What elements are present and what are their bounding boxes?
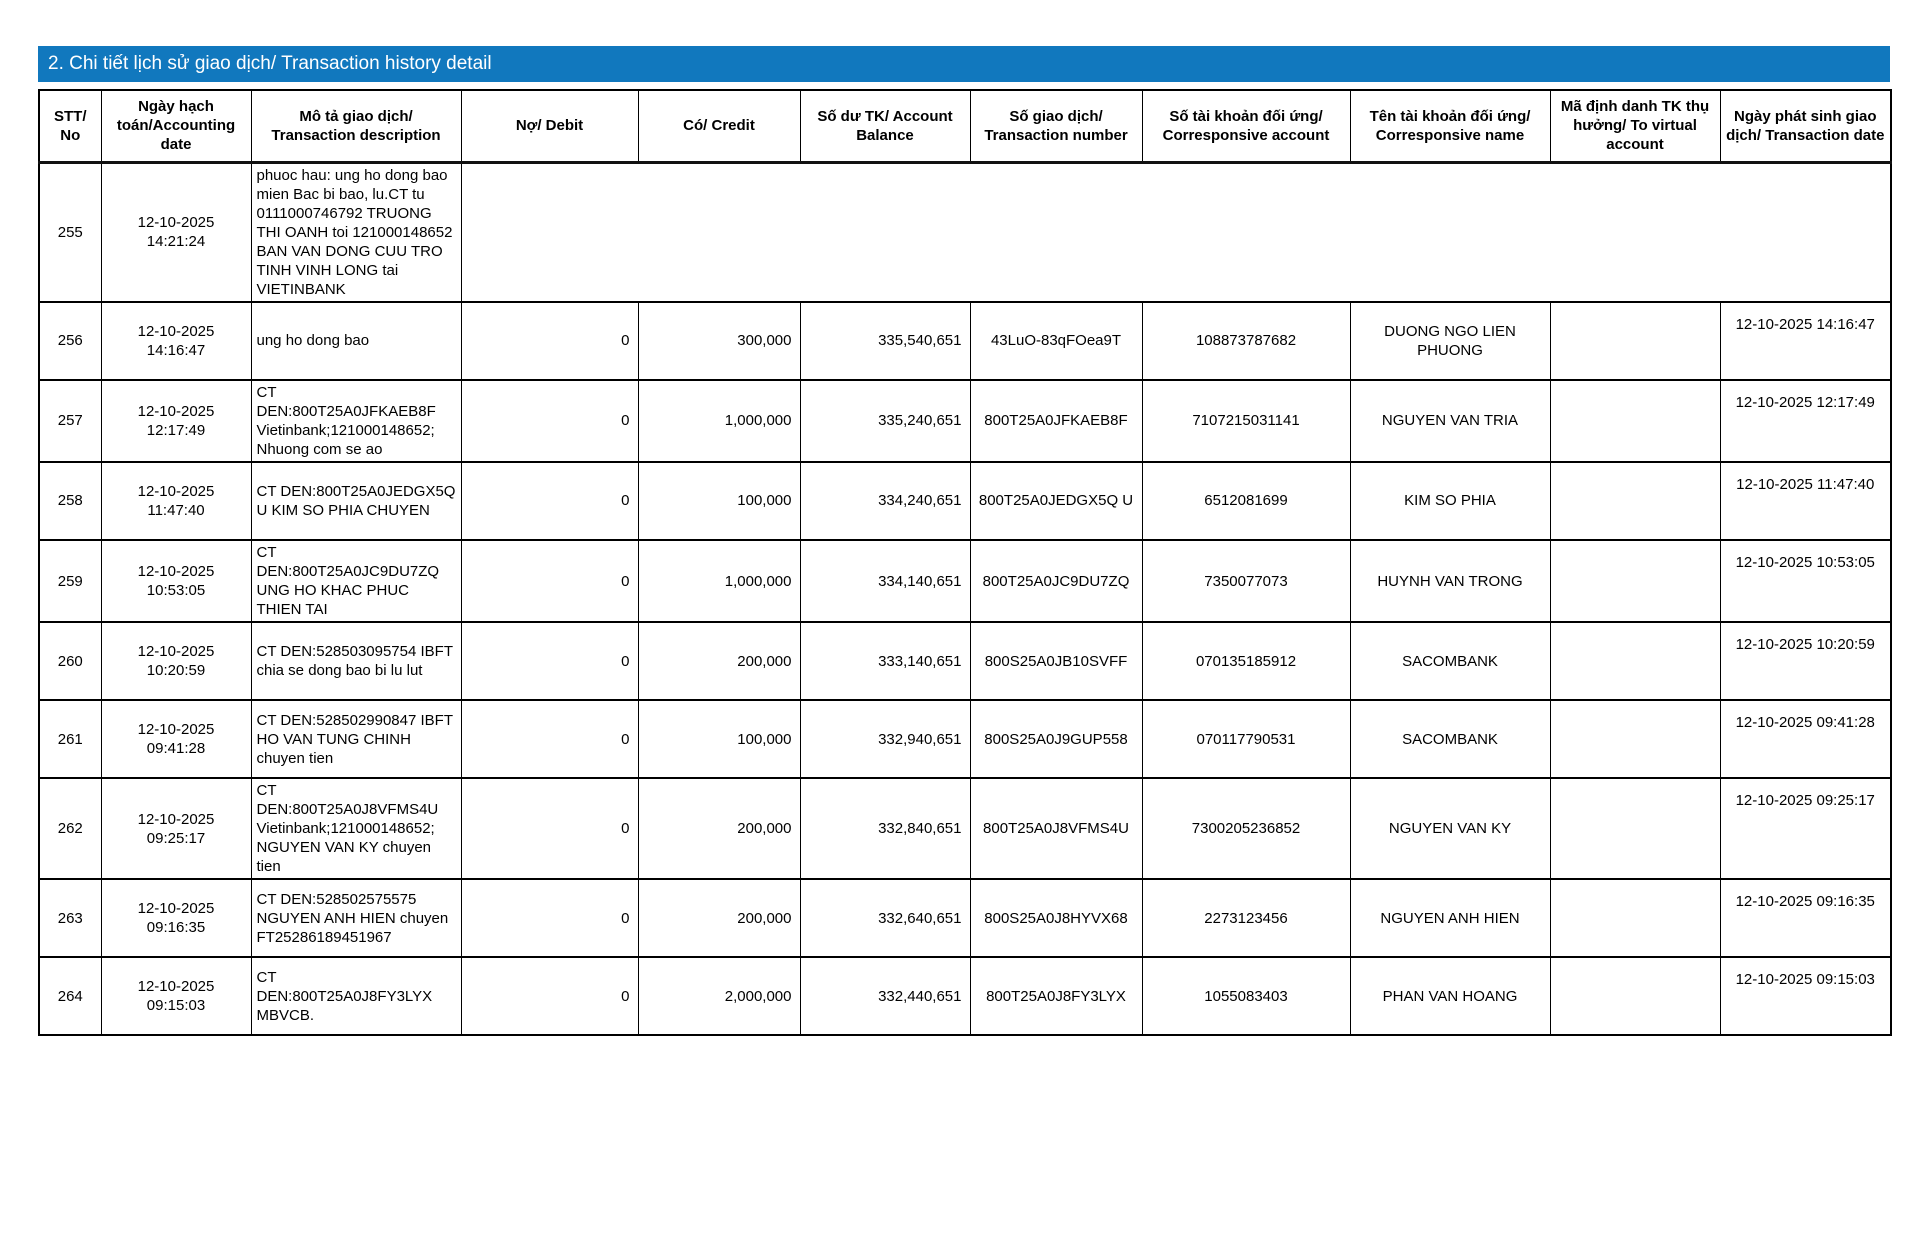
cell-balance: 333,140,651 [800,622,970,700]
cell-transaction-date: 12-10-2025 10:53:05 [1720,540,1891,622]
cell-description: CT DEN:800T25A0JFKAEB8F Vietinbank;121000148652; Nhuong com se ao [251,380,461,462]
cell-debit: 0 [461,462,638,540]
cell-balance: 334,140,651 [800,540,970,622]
cell-accounting-date: 12-10-2025 14:21:24 [101,162,251,302]
cell-balance: 334,240,651 [800,462,970,540]
cell-transaction-number: 800S25A0J8HYVX68 [970,879,1142,957]
cell-description: phuoc hau: ung ho dong bao mien Bac bi bao, lu.CT tu 0111000746792 TRUONG THI OANH toi 121000148652 BAN VAN DONG CUU TRO TINH VINH LONG tai VIETINBANK [251,162,461,302]
cell-virtual-account [1550,700,1720,778]
cell-transaction-number: 800T25A0J8FY3LYX [970,957,1142,1035]
cell-credit: 1,000,000 [638,380,800,462]
cell-transaction-date: 12-10-2025 10:20:59 [1720,622,1891,700]
cell-description: CT DEN:528502990847 IBFT HO VAN TUNG CHINH chuyen tien [251,700,461,778]
cell-description: CT DEN:800T25A0JEDGX5Q U KIM SO PHIA CHUYEN [251,462,461,540]
cell-corresponsive-account: 7107215031141 [1142,380,1350,462]
table-row [39,700,1891,778]
header-row [39,90,1891,162]
cell-corresponsive-account: 2273123456 [1142,879,1350,957]
cell-balance: 332,440,651 [800,957,970,1035]
cell-corresponsive-account: 7300205236852 [1142,778,1350,879]
cell-no: 259 [39,540,101,622]
cell-transaction-date: 12-10-2025 14:16:47 [1720,302,1891,380]
cell-accounting-date: 12-10-2025 12:17:49 [101,380,251,462]
table-row [39,162,1891,302]
cell-credit: 200,000 [638,778,800,879]
column-header-credit: Có/ Credit [638,90,800,162]
cell-virtual-account [1550,622,1720,700]
cell-balance: 332,640,651 [800,879,970,957]
cell-accounting-date: 12-10-2025 09:25:17 [101,778,251,879]
cell-corresponsive-name: NGUYEN VAN TRIA [1350,380,1550,462]
transaction-history-section [38,46,1890,1036]
column-header-txnno: Số giao dịch/ Transaction number [970,90,1142,162]
table-row [39,622,1891,700]
table-row [39,462,1891,540]
column-header-debit: Nợ/ Debit [461,90,638,162]
cell-accounting-date: 12-10-2025 10:53:05 [101,540,251,622]
section-title-bar: 2. Chi tiết lịch sử giao dịch/ Transaction history detail [38,46,1890,82]
cell-credit: 1,000,000 [638,540,800,622]
cell-balance: 335,540,651 [800,302,970,380]
cell-transaction-date: 12-10-2025 09:16:35 [1720,879,1891,957]
cell-corresponsive-account: 1055083403 [1142,957,1350,1035]
cell-accounting-date: 12-10-2025 09:15:03 [101,957,251,1035]
cell-transaction-number: 43LuO-83qFOea9T [970,302,1142,380]
table-row [39,380,1891,462]
cell-balance: 332,840,651 [800,778,970,879]
cell-credit: 2,000,000 [638,957,800,1035]
cell-no: 260 [39,622,101,700]
cell-corresponsive-account: 6512081699 [1142,462,1350,540]
cell-balance: 335,240,651 [800,380,970,462]
column-header-no: STT/ No [39,90,101,162]
cell-description: CT DEN:528503095754 IBFT chia se dong bao bi lu lut [251,622,461,700]
cell-no: 262 [39,778,101,879]
cell-corresponsive-name: PHAN VAN HOANG [1350,957,1550,1035]
cell-empty-merged [461,162,1891,302]
cell-credit: 100,000 [638,700,800,778]
cell-accounting-date: 12-10-2025 09:41:28 [101,700,251,778]
cell-corresponsive-account: 070117790531 [1142,700,1350,778]
cell-virtual-account [1550,302,1720,380]
cell-transaction-number: 800S25A0JB10SVFF [970,622,1142,700]
cell-virtual-account [1550,462,1720,540]
cell-corresponsive-name: HUYNH VAN TRONG [1350,540,1550,622]
cell-description: CT DEN:800T25A0JC9DU7ZQ UNG HO KHAC PHUC THIEN TAI [251,540,461,622]
cell-debit: 0 [461,700,638,778]
cell-virtual-account [1550,778,1720,879]
cell-transaction-number: 800T25A0J8VFMS4U [970,778,1142,879]
cell-corresponsive-account: 108873787682 [1142,302,1350,380]
cell-corresponsive-name: NGUYEN VAN KY [1350,778,1550,879]
column-header-adate: Ngày hạch toán/Accounting date [101,90,251,162]
table-row [39,957,1891,1035]
cell-corresponsive-name: KIM SO PHIA [1350,462,1550,540]
cell-debit: 0 [461,540,638,622]
column-header-desc: Mô tả giao dịch/ Transaction description [251,90,461,162]
cell-no: 264 [39,957,101,1035]
cell-transaction-date: 12-10-2025 09:15:03 [1720,957,1891,1035]
cell-accounting-date: 12-10-2025 14:16:47 [101,302,251,380]
cell-no: 255 [39,162,101,302]
cell-virtual-account [1550,380,1720,462]
cell-debit: 0 [461,302,638,380]
column-header-virt: Mã định danh TK thụ hưởng/ To virtual account [1550,90,1720,162]
cell-virtual-account [1550,957,1720,1035]
cell-corresponsive-account: 070135185912 [1142,622,1350,700]
cell-no: 256 [39,302,101,380]
cell-debit: 0 [461,778,638,879]
table-row [39,879,1891,957]
cell-debit: 0 [461,380,638,462]
cell-no: 263 [39,879,101,957]
cell-no: 257 [39,380,101,462]
cell-balance: 332,940,651 [800,700,970,778]
cell-transaction-number: 800S25A0J9GUP558 [970,700,1142,778]
cell-description: ung ho dong bao [251,302,461,380]
cell-corresponsive-name: SACOMBANK [1350,622,1550,700]
cell-transaction-number: 800T25A0JEDGX5Q U [970,462,1142,540]
cell-description: CT DEN:800T25A0J8FY3LYX MBVCB. [251,957,461,1035]
table-row [39,302,1891,380]
cell-transaction-date: 12-10-2025 09:41:28 [1720,700,1891,778]
cell-description: CT DEN:528502575575 NGUYEN ANH HIEN chuyen FT25286189451967 [251,879,461,957]
cell-virtual-account [1550,879,1720,957]
cell-credit: 100,000 [638,462,800,540]
cell-transaction-date: 12-10-2025 11:47:40 [1720,462,1891,540]
cell-description: CT DEN:800T25A0J8VFMS4U Vietinbank;121000148652; NGUYEN VAN KY chuyen tien [251,778,461,879]
cell-accounting-date: 12-10-2025 11:47:40 [101,462,251,540]
cell-accounting-date: 12-10-2025 09:16:35 [101,879,251,957]
cell-virtual-account [1550,540,1720,622]
transaction-table [38,89,1892,1036]
cell-transaction-number: 800T25A0JC9DU7ZQ [970,540,1142,622]
cell-no: 261 [39,700,101,778]
cell-corresponsive-name: DUONG NGO LIEN PHUONG [1350,302,1550,380]
cell-corresponsive-name: NGUYEN ANH HIEN [1350,879,1550,957]
column-header-acct: Số tài khoản đối ứng/ Corresponsive account [1142,90,1350,162]
cell-credit: 200,000 [638,622,800,700]
table-row [39,778,1891,879]
cell-transaction-date: 12-10-2025 12:17:49 [1720,380,1891,462]
transaction-table-body [39,162,1891,1035]
cell-credit: 300,000 [638,302,800,380]
cell-debit: 0 [461,622,638,700]
column-header-balance: Số dư TK/ Account Balance [800,90,970,162]
cell-accounting-date: 12-10-2025 10:20:59 [101,622,251,700]
column-header-tdate: Ngày phát sinh giao dịch/ Transaction date [1720,90,1891,162]
cell-debit: 0 [461,957,638,1035]
cell-credit: 200,000 [638,879,800,957]
column-header-name: Tên tài khoản đối ứng/ Corresponsive name [1350,90,1550,162]
cell-corresponsive-account: 7350077073 [1142,540,1350,622]
table-row [39,540,1891,622]
cell-no: 258 [39,462,101,540]
cell-corresponsive-name: SACOMBANK [1350,700,1550,778]
cell-transaction-date: 12-10-2025 09:25:17 [1720,778,1891,879]
cell-debit: 0 [461,879,638,957]
cell-transaction-number: 800T25A0JFKAEB8F [970,380,1142,462]
